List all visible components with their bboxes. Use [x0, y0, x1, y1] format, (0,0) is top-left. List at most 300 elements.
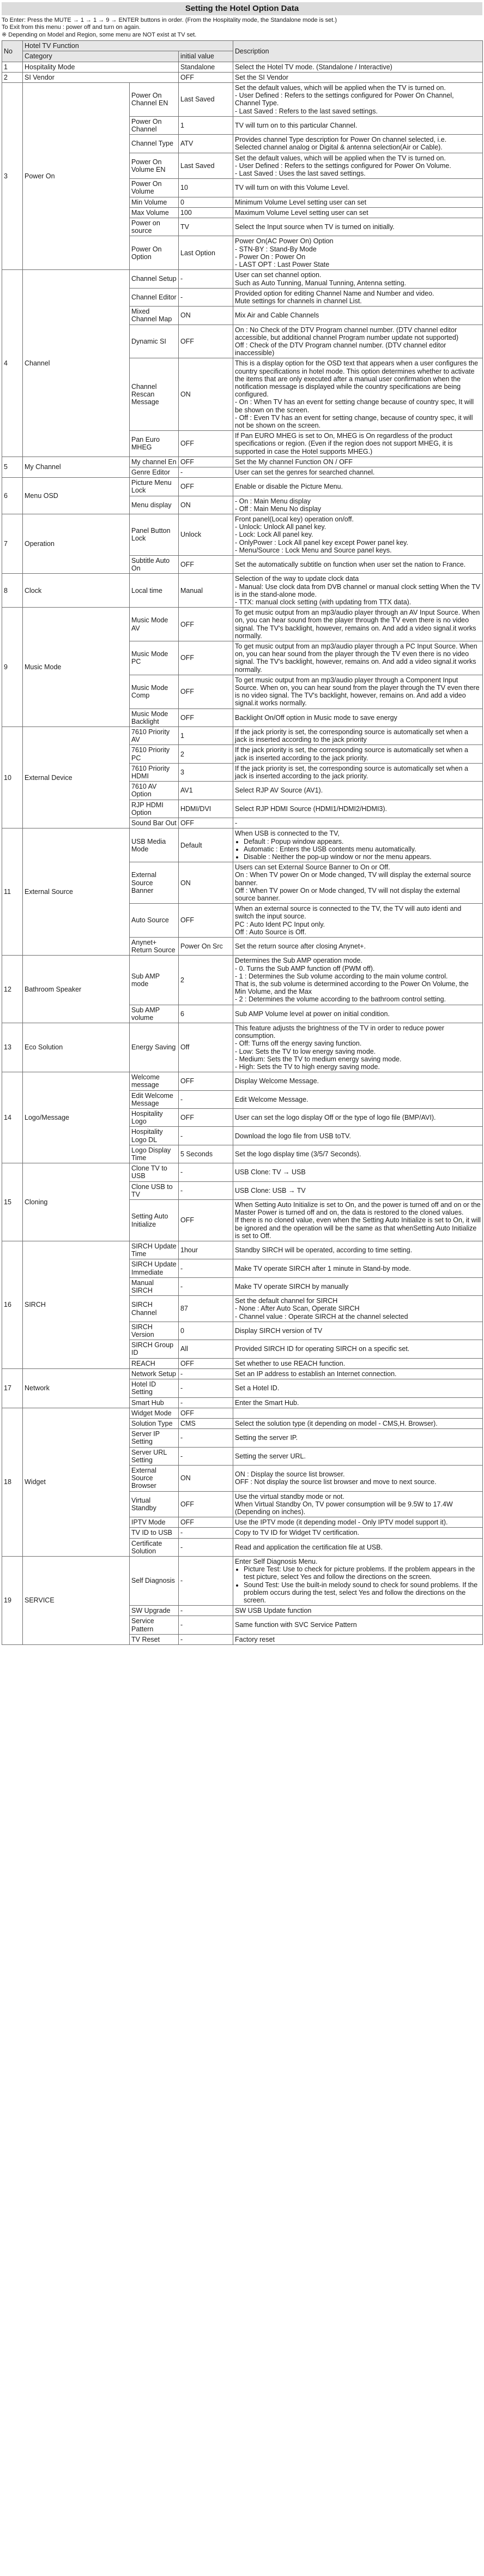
section-category: SIRCH: [23, 1241, 130, 1369]
item-name: Certificate Solution: [130, 1538, 179, 1556]
section-category: Operation: [23, 514, 130, 573]
section-number: 5: [2, 457, 23, 477]
item-initial-value: 0: [179, 1322, 233, 1340]
item-description: [233, 288, 483, 306]
item-name: Widget Mode: [130, 1408, 179, 1418]
item-description-text: Use the IPTV mode (it depending model - Only IPTV model support it).: [235, 1518, 448, 1527]
item-initial-value: OFF: [179, 1072, 233, 1090]
item-description-text: This feature adjusts the brightness of the TV in order to reduce power consumption. - Off: Turns off the energy saving function. - Low: Sets the TV to low energy saving mode. - Medium: Sets the TV to medium energy saving mode. - High: Sets the TV to high energy saving mode.: [235, 1024, 445, 1071]
table-body: [2, 62, 483, 1644]
item-description-text: Display SIRCH version of TV: [235, 1326, 323, 1335]
item-initial-value: OFF: [179, 72, 233, 82]
section-category: Menu OSD: [23, 478, 130, 514]
item-name: Service Pattern: [130, 1616, 179, 1634]
item-initial-value: -: [179, 1634, 233, 1644]
item-initial-value: OFF: [179, 1491, 233, 1517]
item-description: [233, 1090, 483, 1108]
item-initial-value: AV1: [179, 782, 233, 800]
item-name: Min Volume: [130, 197, 179, 207]
item-initial-value: 87: [179, 1296, 233, 1322]
item-description: [233, 467, 483, 477]
section-category: Music Mode: [23, 608, 130, 727]
item-description-text: Edit Welcome Message.: [235, 1095, 308, 1103]
item-description: [233, 62, 483, 72]
item-description: [233, 1634, 483, 1644]
item-description-text: Set the automatically subtitle on function when user set the nation to France.: [235, 561, 466, 569]
item-description-text: Front panel(Local key) operation on/off. - Unlock: Unlock All panel key. - Lock: Lock All panel key. - OnlyPower : Lock All panel key except Power panel key. - Menu/Source : Lock Menu and Source panel keys.: [235, 515, 408, 554]
table-row: [2, 1408, 483, 1418]
item-name: SIRCH Update Immediate: [130, 1259, 179, 1277]
item-description: [233, 270, 483, 288]
item-initial-value: ON: [179, 1465, 233, 1491]
section-number: 10: [2, 727, 23, 828]
item-name: External Source Banner: [130, 862, 179, 904]
item-description-text: USB Clone: TV → USB: [235, 1168, 306, 1176]
item-initial-value: OFF: [179, 1200, 233, 1241]
item-description-text: When USB is connected to the TV,: [235, 830, 340, 838]
item-name: Pan Euro MHEG: [130, 431, 179, 457]
section-number: 2: [2, 72, 23, 82]
item-name: Smart Hub: [130, 1397, 179, 1408]
item-initial-value: OFF: [179, 904, 233, 938]
item-description: [233, 1408, 483, 1418]
section-category: SERVICE: [23, 1556, 130, 1644]
item-description-text: Provides channel Type description for Power On channel selected, i.e. Selected channel analog or Digital & antenna selection(Air or Cable).: [235, 136, 447, 152]
item-description-text: To get music output from an mp3/audio player through a PC Input Source. When on, you can hear sound from the player through the TV even there is no video signal. The TV's backlight, however, remains on. And add a video signal.it works normally.: [235, 643, 477, 674]
item-name: REACH: [130, 1358, 179, 1368]
item-name: Sub AMP volume: [130, 1005, 179, 1023]
item-description: [233, 1397, 483, 1408]
item-name: Local time: [130, 574, 179, 608]
item-initial-value: 2: [179, 745, 233, 763]
item-description-text: Display Welcome Message.: [235, 1077, 319, 1085]
item-initial-value: ON: [179, 358, 233, 431]
intro-line-note: ※ Depending on Model and Region, some menu are NOT exist at TV set.: [2, 31, 197, 38]
section-number: 18: [2, 1408, 23, 1556]
section-category: Widget: [23, 1408, 130, 1556]
item-initial-value: ON: [179, 862, 233, 904]
item-name: Manual SIRCH: [130, 1277, 179, 1295]
section-number: 8: [2, 574, 23, 608]
header-category: Category: [23, 51, 179, 62]
item-initial-value: 100: [179, 207, 233, 218]
item-description: [233, 116, 483, 134]
item-description: [233, 153, 483, 179]
item-description-text: If Pan EURO MHEG is set to On, MHEG is On regardless of the product specifications or region. (Even if the region does not support MHEG, it is supported in case the Hotel supports MHEG.): [235, 432, 453, 455]
item-initial-value: Standalone: [179, 62, 233, 72]
item-description: [233, 937, 483, 955]
item-description: [233, 1616, 483, 1634]
item-description: [233, 641, 483, 675]
item-initial-value: -: [179, 1379, 233, 1397]
item-description-text: Read and application the certification file at USB.: [235, 1543, 383, 1551]
item-description-text: Provided SIRCH ID for operating SIRCH on a specific set.: [235, 1345, 410, 1353]
item-name: Power On Channel: [130, 116, 179, 134]
item-name: Logo Display Time: [130, 1145, 179, 1163]
item-description-text: ON : Display the source list browser. OFF : Not display the source list browser and move to next source.: [235, 1470, 437, 1486]
item-description-text: Set the default channel for SIRCH - None : After Auto Scan, Operate SIRCH - Channel value : Operate SIRCH at the channel selected: [235, 1297, 408, 1320]
table-header: [2, 41, 483, 62]
item-description: [233, 1277, 483, 1295]
item-initial-value: Last Saved: [179, 83, 233, 117]
item-name: Channel Setup: [130, 270, 179, 288]
item-name: Dynamic SI: [130, 325, 179, 358]
item-description: [233, 904, 483, 938]
item-description: [233, 1379, 483, 1397]
item-description-text: If the jack priority is set, the corresponding source is automatically set when a jack is inserted according to the jack priority.: [235, 746, 468, 762]
item-description-text: Select the Hotel TV mode. (Standalone / Interactive): [235, 63, 392, 71]
section-category: Power On: [23, 83, 130, 270]
table-row: [2, 956, 483, 1005]
item-description: [233, 179, 483, 197]
item-description-text: Select RJP HDMI Source (HDMI1/HDMI2/HDMI3).: [235, 804, 387, 813]
item-description-text: To get music output from an mp3/audio player through an AV Input Source. When on, you can hear sound from the player through the TV even there is no video signal. The TV's backlight, however, remains on. And add a video signal.it works normally.: [235, 609, 480, 640]
item-initial-value: OFF: [179, 478, 233, 496]
section-category: External Source: [23, 828, 130, 956]
item-name: Music Mode PC: [130, 641, 179, 675]
table-row: [2, 1556, 483, 1605]
item-description: [233, 1127, 483, 1145]
item-description-text: TV will turn on to this particular Channel.: [235, 121, 358, 129]
table-row: [2, 72, 483, 82]
item-name: Power on source: [130, 218, 179, 236]
section-category: Bathroom Speaker: [23, 956, 130, 1023]
item-name: Setting Auto Initialize: [130, 1200, 179, 1241]
item-name: Mixed Channel Map: [130, 307, 179, 325]
table-row: [2, 574, 483, 608]
item-initial-value: OFF: [179, 556, 233, 574]
item-description: [233, 1517, 483, 1528]
item-initial-value: OFF: [179, 641, 233, 675]
item-description: [233, 1465, 483, 1491]
item-description-text: Same function with SVC Service Pattern: [235, 1621, 357, 1629]
item-description: [233, 1023, 483, 1072]
section-number: 7: [2, 514, 23, 573]
section-number: 13: [2, 1023, 23, 1072]
item-initial-value: 10: [179, 179, 233, 197]
item-initial-value: -: [179, 1090, 233, 1108]
item-name: SW Upgrade: [130, 1606, 179, 1616]
item-name: Power On Volume: [130, 179, 179, 197]
item-name: Channel Type: [130, 135, 179, 153]
table-row: [2, 83, 483, 117]
item-initial-value: OFF: [179, 431, 233, 457]
item-description: [233, 574, 483, 608]
item-name: 7610 Priority PC: [130, 745, 179, 763]
item-initial-value: Off: [179, 1023, 233, 1072]
item-initial-value: Default: [179, 828, 233, 862]
item-description-text: Users can set External Source Banner to On or Off. On : When TV power On or Mode changed, TV will display the external source banner. Off : When TV power On or Mode changed, TV will not display the external source banner.: [235, 863, 471, 902]
item-description-text: When Setting Auto Initialize is set to On, and the power is turned off and on or the Master Power is turned off and on, the data is restored to the cloned values. If there is no cloned value, even when the Setting Auto Initialize is set to On, it will be ignored and the operation will be the same as that whenSetting Auto Initialize is set to Off.: [235, 1201, 481, 1240]
item-description: [233, 135, 483, 153]
item-name: Power On Channel EN: [130, 83, 179, 117]
table-row: [2, 1163, 483, 1181]
item-initial-value: Unlock: [179, 514, 233, 555]
item-name: Hospitality Logo DL: [130, 1127, 179, 1145]
item-name: SIRCH Update Time: [130, 1241, 179, 1259]
bullet-item: • Disable : Neither the pop-up window or nor the menu appears.: [244, 853, 481, 861]
table-row: [2, 828, 483, 862]
item-name: Clone USB to TV: [130, 1181, 179, 1199]
item-description-text: Make TV operate SIRCH after 1 minute in Stand-by mode.: [235, 1264, 411, 1272]
section-category: External Device: [23, 727, 130, 828]
item-description: [233, 1109, 483, 1127]
section-number: 1: [2, 62, 23, 72]
hotel-option-table: [2, 40, 483, 1645]
item-name: My channel En: [130, 457, 179, 467]
item-name: Edit Welcome Message: [130, 1090, 179, 1108]
item-description-text: Minimum Volume Level setting user can set: [235, 198, 367, 206]
table-row: [2, 514, 483, 555]
item-description: [233, 956, 483, 1005]
item-description-text: Download the logo file from USB toTV.: [235, 1132, 351, 1140]
item-initial-value: 3: [179, 763, 233, 781]
item-name: Virtual Standby: [130, 1491, 179, 1517]
table-row: [2, 457, 483, 467]
item-description-text: User can set the logo display Off or the type of logo file (BMP/AVI).: [235, 1114, 436, 1122]
item-initial-value: OFF: [179, 1517, 233, 1528]
section-category: Hospitality Mode: [23, 62, 179, 72]
item-initial-value: OFF: [179, 608, 233, 641]
section-category: Logo/Message: [23, 1072, 130, 1163]
item-name: Panel Button Lock: [130, 514, 179, 555]
item-initial-value: CMS: [179, 1418, 233, 1428]
item-description-text: This is a display option for the OSD text that appears when a user configures the country specifications in hotel mode. This option determines whether to activate the items that are only executed after a manual user confirmation when the notification message is displayed while the country specifications are being configured. - On : When TV has an event for setting change because of country spec, It will be shown on the screen. - Off : Even TV has an event for setting change, because of country spec, it will not be shown on the screen.: [235, 359, 479, 429]
item-description-text: Make TV operate SIRCH by manually: [235, 1282, 349, 1290]
table-row: [2, 727, 483, 745]
table-row: [2, 608, 483, 641]
item-description-text: If the jack priority is set, the corresponding source is automatically set when a jack is inserted according to the jack priority: [235, 728, 468, 744]
item-initial-value: -: [179, 1606, 233, 1616]
item-description: [233, 1358, 483, 1368]
item-description-text: If the jack priority is set, the corresponding source is automatically set when a jack is inserted according to the jack priority.: [235, 764, 468, 780]
item-initial-value: OFF: [179, 1358, 233, 1368]
item-description-bullets: [235, 1565, 481, 1604]
item-description-text: Enter Self Diagnosis Menu.: [235, 1557, 318, 1565]
item-name: USB Media Mode: [130, 828, 179, 862]
item-initial-value: -: [179, 467, 233, 477]
item-name: Sound Bar Out: [130, 818, 179, 828]
item-initial-value: ON: [179, 307, 233, 325]
table-row: [2, 1241, 483, 1259]
item-description: [233, 1340, 483, 1358]
item-name: Power On Volume EN: [130, 153, 179, 179]
item-name: SIRCH Channel: [130, 1296, 179, 1322]
item-name: Channel Rescan Message: [130, 358, 179, 431]
item-description-text: Set the default values, which will be applied when the TV is turned on. - User Defined : Refers to the settings configured for Power On Volume. - Last Saved : Uses the last saved settings.: [235, 154, 451, 178]
item-description: [233, 556, 483, 574]
item-name: Server IP Setting: [130, 1429, 179, 1447]
item-name: Server URL Setting: [130, 1447, 179, 1465]
item-name: Hospitality Logo: [130, 1109, 179, 1127]
item-initial-value: -: [179, 1368, 233, 1379]
section-number: 12: [2, 956, 23, 1023]
intro-line-exit: To Exit from this menu : power off and turn on again.: [2, 24, 141, 31]
item-description-text: Select the solution type (it depending on model - CMS,H. Browser).: [235, 1419, 438, 1427]
item-description-bullets: [235, 838, 481, 861]
item-description-text: Factory reset: [235, 1635, 275, 1643]
item-description: [233, 763, 483, 781]
section-number: 4: [2, 270, 23, 457]
table-row: [2, 62, 483, 72]
item-name: SIRCH Group ID: [130, 1340, 179, 1358]
item-initial-value: -: [179, 1429, 233, 1447]
section-category: Eco Solution: [23, 1023, 130, 1072]
item-initial-value: 0: [179, 197, 233, 207]
section-category: Cloning: [23, 1163, 130, 1241]
bullet-item: • Sound Test: Use the built-in melody sound to check for sound problems. If the problem occurs during the test, select Yes and follow the directions on the screen.: [244, 1581, 481, 1605]
item-description: [233, 496, 483, 514]
item-initial-value: Manual: [179, 574, 233, 608]
item-name: Hotel ID Setting: [130, 1379, 179, 1397]
section-category: Network: [23, 1368, 130, 1408]
item-description-text: Set an IP address to establish an Internet connection.: [235, 1370, 397, 1378]
table-row: [2, 1072, 483, 1090]
header-description: Description: [233, 41, 483, 62]
item-description: [233, 236, 483, 270]
item-description: [233, 1241, 483, 1259]
item-description: [233, 608, 483, 641]
item-description: [233, 745, 483, 763]
item-name: Anynet+ Return Source: [130, 937, 179, 955]
item-description: [233, 1606, 483, 1616]
item-name: 7610 Priority HDMI: [130, 763, 179, 781]
item-initial-value: -: [179, 1259, 233, 1277]
item-description-text: Provided option for editing Channel Name and Number and video. Mute settings for channels in channel List.: [235, 289, 434, 305]
section-category: SI Vendor: [23, 72, 179, 82]
item-description: [233, 1296, 483, 1322]
item-initial-value: -: [179, 1163, 233, 1181]
item-name: Genre Editor: [130, 467, 179, 477]
item-description-text: User can set the genres for searched channel.: [235, 468, 375, 476]
section-number: 11: [2, 828, 23, 956]
item-name: 7610 AV Option: [130, 782, 179, 800]
item-initial-value: OFF: [179, 675, 233, 708]
item-initial-value: ON: [179, 496, 233, 514]
item-description: [233, 818, 483, 828]
item-name: Music Mode Comp: [130, 675, 179, 708]
item-description-text: Set a Hotel ID.: [235, 1384, 280, 1392]
item-description-text: Mix Air and Cable Channels: [235, 311, 319, 320]
item-description: [233, 1259, 483, 1277]
item-description: [233, 782, 483, 800]
item-name: TV Reset: [130, 1634, 179, 1644]
item-description: [233, 218, 483, 236]
item-description-text: When an external source is connected to the TV, the TV will auto identi and switch the input source. PC : Auto Ident PC Input only. Off : Auto Source is Off.: [235, 905, 462, 936]
item-description: [233, 83, 483, 117]
item-name: Network Setup: [130, 1368, 179, 1379]
header-no: No: [2, 41, 23, 62]
item-initial-value: 1hour: [179, 1241, 233, 1259]
table-row: [2, 270, 483, 288]
item-description: [233, 478, 483, 496]
item-name: Picture Menu Lock: [130, 478, 179, 496]
item-description: [233, 1528, 483, 1538]
item-initial-value: -: [179, 1397, 233, 1408]
item-description-text: Standby SIRCH will be operated, according to time setting.: [235, 1246, 413, 1254]
item-description: [233, 708, 483, 726]
item-name: Solution Type: [130, 1418, 179, 1428]
item-initial-value: OFF: [179, 457, 233, 467]
item-initial-value: OFF: [179, 708, 233, 726]
item-name: Auto Source: [130, 904, 179, 938]
item-name: Music Mode AV: [130, 608, 179, 641]
item-initial-value: TV: [179, 218, 233, 236]
item-description: [233, 862, 483, 904]
item-description: [233, 197, 483, 207]
item-name: Channel Editor: [130, 288, 179, 306]
item-name: Energy Saving: [130, 1023, 179, 1072]
bullet-item: • Automatic : Enters the USB contents menu automatically.: [244, 845, 481, 853]
item-initial-value: OFF: [179, 1408, 233, 1418]
item-description: [233, 358, 483, 431]
section-number: 9: [2, 608, 23, 727]
item-description-text: Maximum Volume Level setting user can set: [235, 208, 368, 217]
section-category: Channel: [23, 270, 130, 457]
item-description: [233, 1145, 483, 1163]
item-initial-value: Power On Src: [179, 937, 233, 955]
item-description-text: - On : Main Menu display - Off : Main Menu No display: [235, 497, 322, 513]
item-description: [233, 1181, 483, 1199]
item-initial-value: 2: [179, 956, 233, 1005]
item-initial-value: 5 Seconds: [179, 1145, 233, 1163]
item-description: [233, 1163, 483, 1181]
item-name: Welcome message: [130, 1072, 179, 1090]
item-initial-value: -: [179, 1616, 233, 1634]
item-description-text: Select RJP AV Source (AV1).: [235, 786, 323, 795]
item-description-text: Use the virtual standby mode or not. When Virtual Standby On, TV power consumption will be 9.5W to 17.4W (Depending on inches).: [235, 1492, 453, 1516]
item-initial-value: -: [179, 1447, 233, 1465]
item-description-text: -: [235, 819, 238, 827]
item-description: [233, 72, 483, 82]
item-initial-value: 1: [179, 727, 233, 745]
item-initial-value: OFF: [179, 818, 233, 828]
item-initial-value: ATV: [179, 135, 233, 153]
item-description: [233, 1538, 483, 1556]
item-description-text: Selection of the way to update clock data - Manual: Use clock data from DVB channel or manual clock setting When the TV is in the stand-alone mode. - TTX: manual clock setting (with updating from TTX data).: [235, 575, 480, 607]
item-initial-value: 6: [179, 1005, 233, 1023]
item-description-text: USB Clone: USB → TV: [235, 1186, 306, 1194]
item-description-text: Enable or disable the Picture Menu.: [235, 483, 343, 491]
page-title: Setting the Hotel Option Data: [2, 2, 482, 15]
item-name: Clone TV to USB: [130, 1163, 179, 1181]
item-name: Power On Option: [130, 236, 179, 270]
item-initial-value: -: [179, 1538, 233, 1556]
section-number: 14: [2, 1072, 23, 1163]
header-initial-value: initial value: [179, 51, 233, 62]
item-description: [233, 1368, 483, 1379]
section-number: 6: [2, 478, 23, 514]
item-description: [233, 325, 483, 358]
table-row: [2, 1023, 483, 1072]
item-description: [233, 1322, 483, 1340]
item-description: [233, 727, 483, 745]
item-description-text: TV will turn on with this Volume Level.: [235, 184, 349, 192]
item-description-text: Sub AMP Volume level at power on initial condition.: [235, 1010, 390, 1018]
item-initial-value: 1: [179, 116, 233, 134]
item-name: IPTV Mode: [130, 1517, 179, 1528]
item-name: Subtitle Auto On: [130, 556, 179, 574]
item-description: [233, 431, 483, 457]
item-description: [233, 514, 483, 555]
section-number: 17: [2, 1368, 23, 1408]
item-description-text: Set the My channel Function ON / OFF: [235, 458, 353, 466]
section-number: 16: [2, 1241, 23, 1369]
bullet-item: • Default : Popup window appears.: [244, 838, 481, 845]
item-description-text: Copy to TV ID for Widget TV certification.: [235, 1529, 360, 1537]
item-initial-value: -: [179, 1556, 233, 1605]
item-description: [233, 1418, 483, 1428]
